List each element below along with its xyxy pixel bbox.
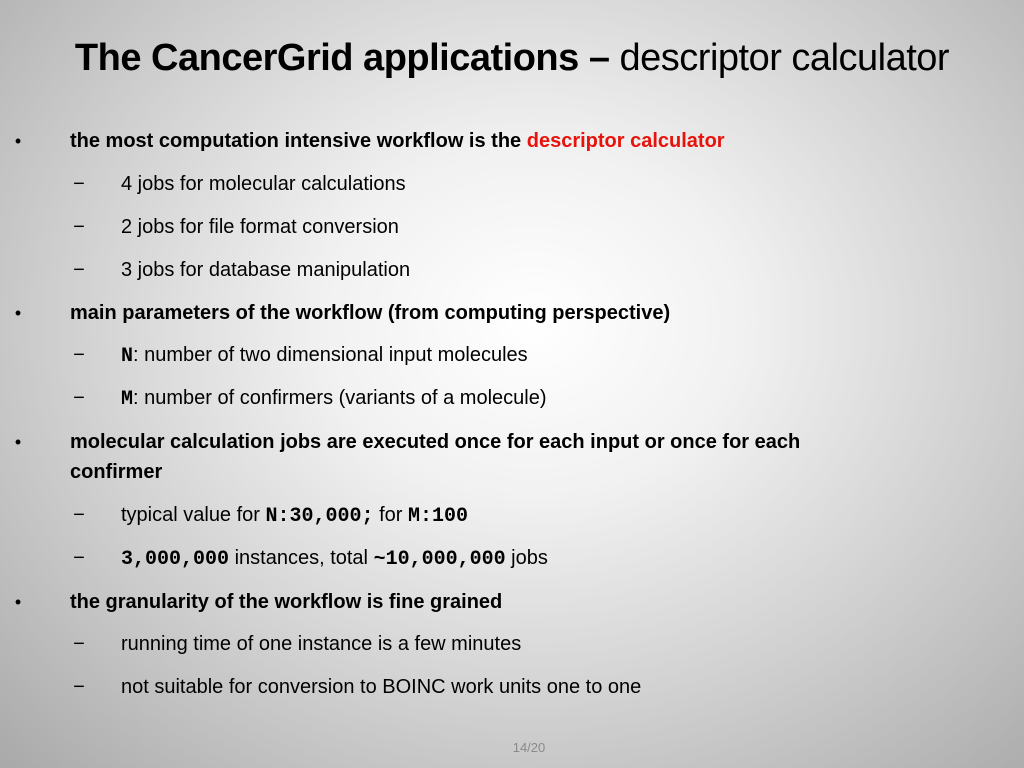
dash-marker: − bbox=[73, 676, 85, 698]
sub-item-text: 4 jobs for molecular calculations bbox=[121, 173, 406, 195]
sub-item-text bbox=[121, 543, 981, 575]
dash-marker: − bbox=[73, 216, 85, 238]
sub-text-part: instances, total bbox=[229, 547, 374, 569]
dash-marker: − bbox=[73, 344, 85, 366]
code-value: 3,000,000 bbox=[121, 548, 230, 571]
sub-item-text bbox=[121, 340, 981, 372]
sub-text-part: typical value for bbox=[121, 504, 266, 526]
param-description: : number of two dimensional input molecules bbox=[133, 344, 528, 366]
param-code: M bbox=[121, 388, 134, 411]
bullet-text-line1: molecular calculation jobs are executed once for each input or once for each bbox=[70, 431, 801, 453]
dash-marker: − bbox=[73, 547, 85, 569]
dash-marker: − bbox=[73, 259, 85, 281]
param-code: N bbox=[121, 345, 134, 368]
code-value: M:100 bbox=[408, 505, 469, 528]
dash-marker: − bbox=[73, 387, 85, 409]
bullet-text bbox=[70, 427, 930, 487]
bullet-text bbox=[70, 126, 930, 156]
bullet-text-line2: confirmer bbox=[70, 461, 163, 483]
dash-marker: − bbox=[73, 633, 85, 655]
sub-item-text: not suitable for conversion to BOINC work units one to one bbox=[121, 676, 642, 698]
slide-title-bold: The CancerGrid applications – bbox=[74, 37, 610, 79]
bullet-text: the granularity of the workflow is fine grained bbox=[70, 591, 503, 613]
code-value: ~10,000,000 bbox=[373, 548, 506, 571]
bullet-marker: • bbox=[14, 432, 22, 452]
page-number: 14/20 bbox=[512, 740, 546, 755]
dash-marker: − bbox=[73, 173, 85, 195]
dash-marker: − bbox=[73, 504, 85, 526]
slide-title-normal: descriptor calculator bbox=[619, 37, 950, 79]
bullet-text: main parameters of the workflow (from computing perspective) bbox=[70, 302, 671, 324]
sub-item-text bbox=[121, 383, 981, 415]
param-description: : number of confirmers (variants of a molecule) bbox=[133, 387, 547, 409]
sub-item-text bbox=[121, 500, 981, 532]
bullet-marker: • bbox=[14, 303, 22, 323]
bullet-marker: • bbox=[14, 131, 22, 151]
code-value: N:30,000; bbox=[265, 505, 374, 528]
highlight-text: descriptor calculator bbox=[526, 130, 725, 152]
sub-item-text: 3 jobs for database manipulation bbox=[121, 259, 411, 281]
bullet-marker: • bbox=[14, 592, 22, 612]
sub-text-part: for bbox=[373, 504, 408, 526]
sub-item-text: 2 jobs for file format conversion bbox=[121, 216, 399, 238]
sub-item-text: running time of one instance is a few minutes bbox=[121, 633, 522, 655]
bullet-text-main: the most computation intensive workflow is the bbox=[70, 130, 522, 152]
sub-text-part: jobs bbox=[505, 547, 548, 569]
